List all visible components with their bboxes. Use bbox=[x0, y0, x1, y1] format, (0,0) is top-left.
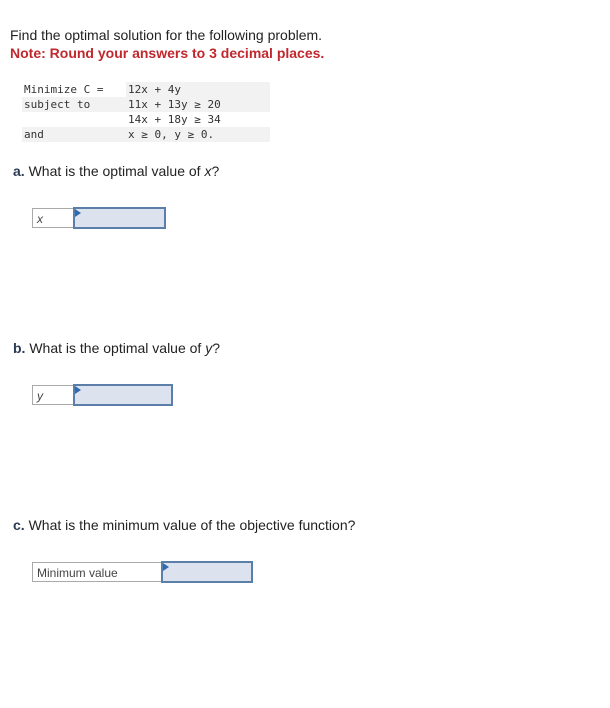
question-text: What is the minimum value of the objective function? bbox=[28, 517, 356, 533]
question-b bbox=[13, 339, 220, 357]
question-a bbox=[13, 162, 219, 180]
minimum-value-answer-input[interactable] bbox=[161, 561, 253, 583]
flag-icon bbox=[75, 209, 81, 217]
question-text: What is the optimal value of bbox=[28, 163, 205, 179]
rounding-note: Note: Round your answers to 3 decimal places. bbox=[10, 45, 325, 61]
flag-icon bbox=[163, 563, 169, 571]
question-variable: y bbox=[205, 340, 213, 356]
instructions-text: Find the optimal solution for the following problem. bbox=[10, 27, 323, 43]
x-answer-input[interactable] bbox=[73, 207, 166, 229]
constraint-label: subject to bbox=[22, 97, 128, 112]
constraint-expression: 14x + 18y ≥ 34 bbox=[128, 113, 221, 126]
question-end: ? bbox=[212, 340, 221, 356]
answer-label-x: x bbox=[32, 208, 74, 228]
nonnegativity-expression: x ≥ 0, y ≥ 0. bbox=[126, 127, 270, 142]
answer-label-y: y bbox=[32, 385, 74, 405]
answer-label-minimum-value: Minimum value bbox=[32, 562, 162, 582]
question-end: ? bbox=[211, 163, 220, 179]
objective-label: Minimize C = bbox=[24, 83, 104, 96]
objective-expression: 12x + 4y bbox=[126, 82, 270, 97]
question-c bbox=[13, 516, 355, 534]
nonnegativity-label: and bbox=[22, 127, 128, 142]
y-answer-input[interactable] bbox=[73, 384, 173, 406]
question-variable: x bbox=[204, 163, 212, 179]
question-letter: b. bbox=[13, 340, 26, 356]
constraint-expression: 11x + 13y ≥ 20 bbox=[126, 97, 270, 112]
question-text: What is the optimal value of bbox=[29, 340, 206, 356]
constraint-label bbox=[22, 112, 128, 127]
flag-icon bbox=[75, 386, 81, 394]
question-letter: a. bbox=[13, 163, 25, 179]
question-letter: c. bbox=[13, 517, 25, 533]
